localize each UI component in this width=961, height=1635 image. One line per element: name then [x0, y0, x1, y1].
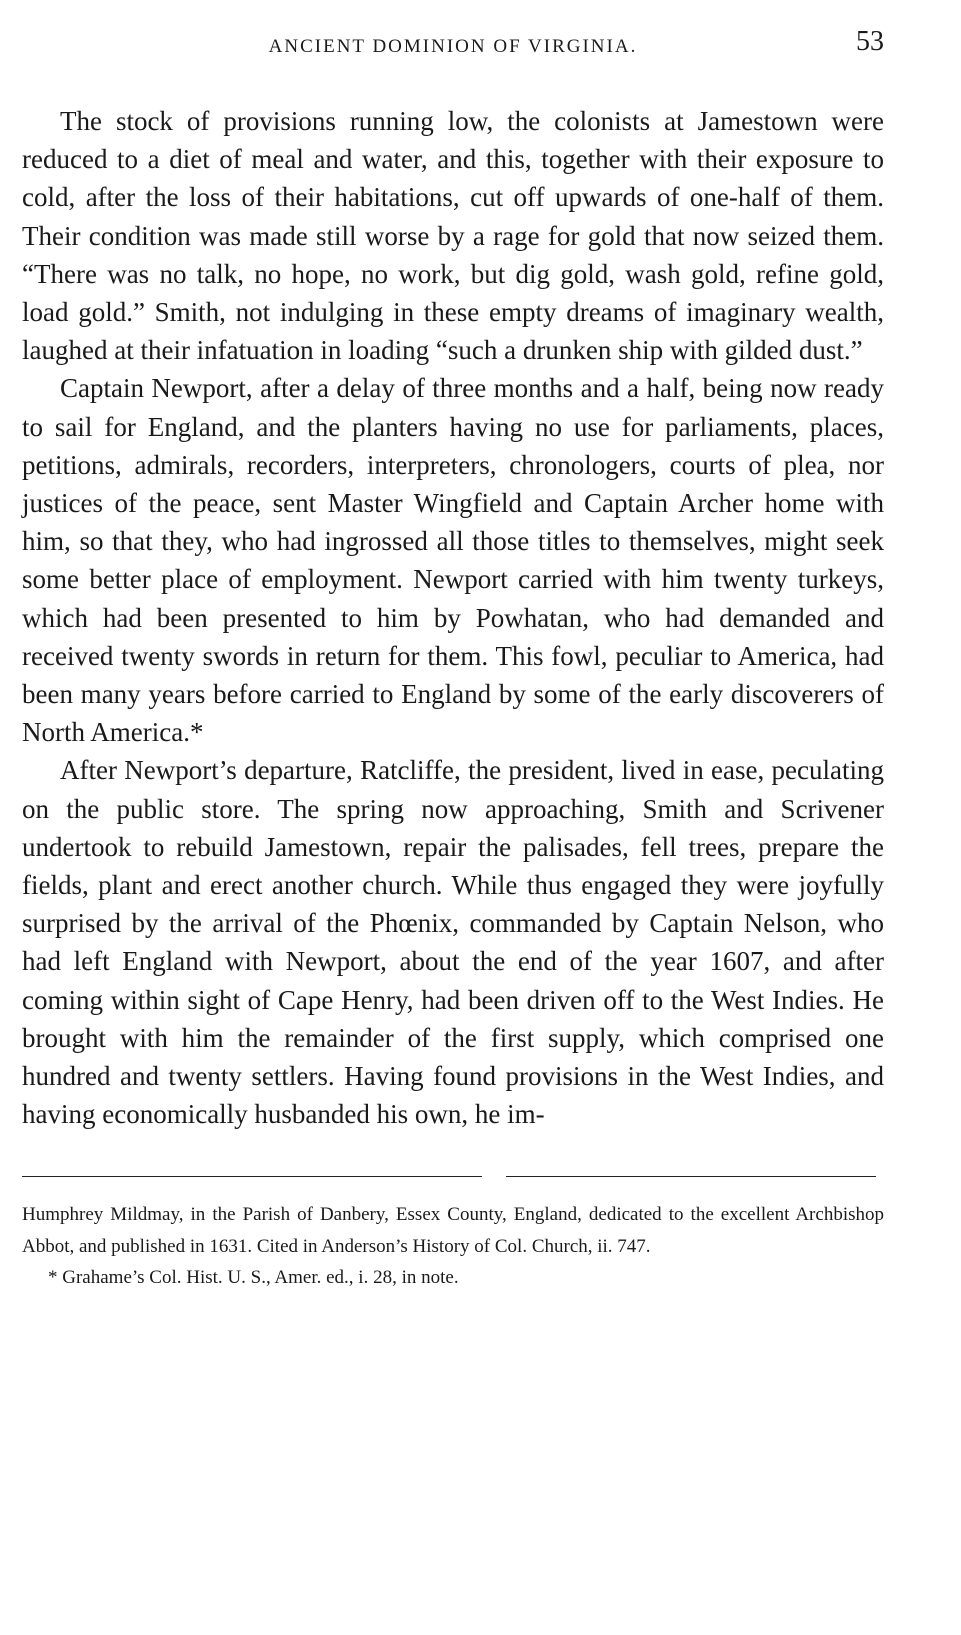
book-page	[22, 22, 884, 1294]
running-title: ANCIENT DOMINION OF VIRGINIA.	[268, 36, 638, 57]
footnotes	[22, 1199, 884, 1294]
paragraph-rebuilding-jamestown: After Newport’s departure, Ratcliffe, the president, lived in ease, peculating on the public store. The spring now approaching, Smith and Scrivener undertook to rebuild Jamestown, repair the palisades, fell trees, prepare the fields, plant and erect another church. While thus engaged they were joyfully surprised by the arrival of the Phœnix, commanded by Captain Nelson, who had left England with Newport, about the end of the year 1607, and after coming within sight of Cape Henry, had been driven off to the West Indies. He brought with him the remainder of the first supply, which comprised one hundred and twenty settlers. Having found provisions in the West Indies, and having economically husbanded his own, he im-	[22, 755, 884, 1130]
footnote-divider	[22, 1176, 884, 1177]
running-head	[22, 22, 884, 72]
paragraph-newport-departure: Captain Newport, after a delay of three months and a half, being now ready to sail for England, and the planters having no use for parliaments, places, petitions, admirals, recorders, interpreters, chronologers, courts of plea, nor justices of the peace, sent Master Wingfield and Captain Archer home with him, so that they, who had ingrossed all those titles to themselves, might seek some better place of employment. Newport carried with him twenty turkeys, which had been presented to him by Powhatan, who had demanded and received twenty swords in return for them. This fowl, peculiar to America, had been many years before carried to England by some of the early discoverers of North America.*	[22, 373, 884, 748]
footnote-grahame: * Grahame’s Col. Hist. U. S., Amer. ed., i. 28, in note.	[48, 1267, 459, 1289]
footnote-rule-left	[22, 1176, 482, 1177]
page-number: 53	[856, 26, 884, 57]
footnote-continued: Humphrey Mildmay, in the Parish of Danbery, Essex County, England, dedicated to the excellent Archbishop Abbot, and published in 1631. Cited in Anderson’s History of Col. Church, ii. 747.	[22, 1204, 884, 1257]
footnote-rule-right	[506, 1176, 876, 1177]
paragraph-provisions: The stock of provisions running low, the colonists at Jamestown were reduced to a diet of meal and water, and this, together with their exposure to cold, after the loss of their habitations, cut off upwards of one-half of them. Their condition was made still worse by a rage for gold that now seized them. “There was no talk, no hope, no work, but dig gold, wash gold, refine gold, load gold.” Smith, not indulging in these empty dreams of imaginary wealth, laughed at their infatuation in loading “such a drunken ship with gilded dust.”	[22, 106, 884, 366]
body-text	[22, 102, 884, 1133]
